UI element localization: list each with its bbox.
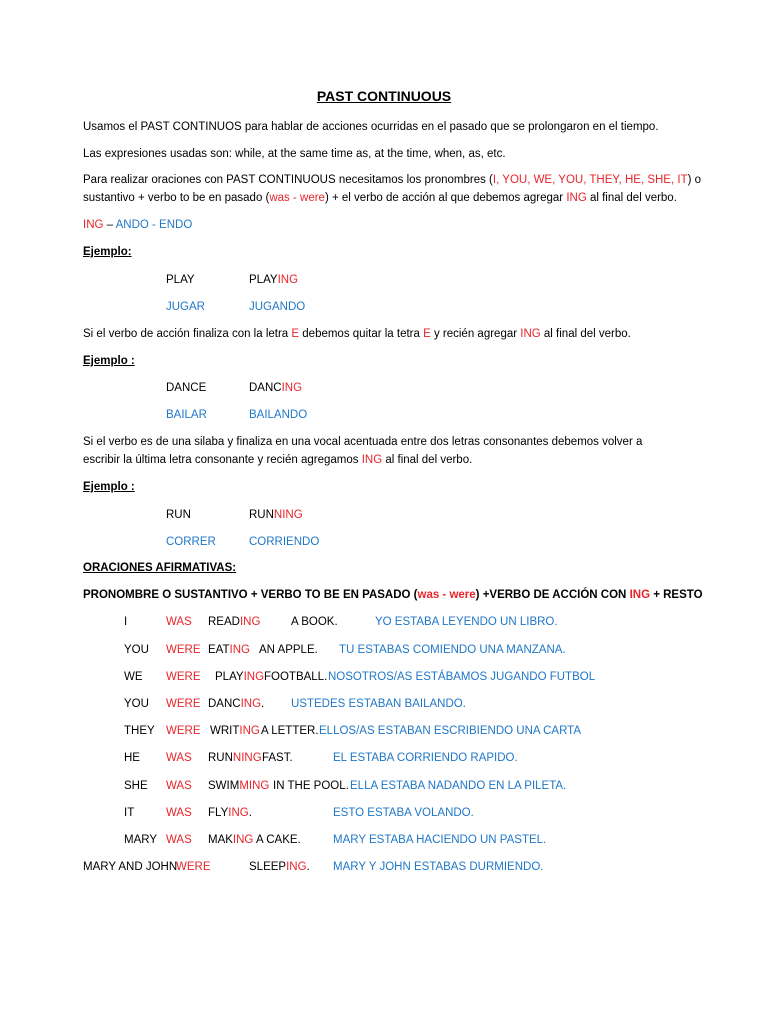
row1-subject: I [124, 616, 128, 628]
paragraph-pronouns-line1: Para realizar oraciones con PAST CONTINUOUS necesitamos los pronombres (I, YOU, WE, YOU, THEY, HE, SHE, IT) o [83, 174, 702, 186]
row3-translation: NOSOTROS/AS ESTÁBAMOS JUGANDO FUTBOL [328, 671, 596, 683]
example2-es-gerund: BAILANDO [249, 409, 308, 421]
row9-subject: MARY [124, 834, 158, 846]
row1-translation: YO ESTABA LEYENDO UN LIBRO. [375, 616, 558, 628]
example3-en-base: RUN [166, 509, 191, 521]
row8-to-be: WAS [166, 807, 192, 819]
rule-e-ending: Si el verbo de acción finaliza con la letra E debemos quitar la tetra E y recién agregar ING al final del verbo. [83, 328, 631, 340]
row3-verb: PLAYING [215, 671, 265, 683]
row5-verb: WRITING [210, 725, 260, 737]
row2-rest: AN APPLE. [259, 644, 318, 656]
row2-subject: YOU [124, 644, 149, 656]
row6-rest: FAST. [262, 752, 293, 764]
row4-verb: DANCING. [208, 698, 265, 710]
row6-verb: RUNNING [208, 752, 262, 764]
row2-verb: EATING [208, 644, 250, 656]
row7-to-be: WAS [166, 780, 192, 792]
example2-es-base: BAILAR [166, 409, 207, 421]
example-heading-3: Ejemplo : [83, 481, 135, 493]
row4-translation: USTEDES ESTABAN BAILANDO. [291, 698, 466, 710]
row5-rest: A LETTER. [261, 725, 319, 737]
row6-to-be: WAS [166, 752, 192, 764]
example1-es-gerund: JUGANDO [249, 301, 306, 313]
example1-en-base: PLAY [166, 274, 195, 286]
example2-en-ing: DANCING [249, 382, 303, 394]
row9-verb: MAKING [208, 834, 254, 846]
row3-to-be: WERE [166, 671, 201, 683]
example3-es-gerund: CORRIENDO [249, 536, 320, 548]
example1-en-ing: PLAYING [249, 274, 299, 286]
row3-subject: WE [124, 671, 143, 683]
row10-verb: SLEEPING. [249, 861, 310, 873]
row6-subject: HE [124, 752, 140, 764]
row4-to-be: WERE [166, 698, 201, 710]
row5-subject: THEY [124, 725, 155, 737]
example1-es-base: JUGAR [166, 301, 205, 313]
row4-subject: YOU [124, 698, 149, 710]
row9-rest: A CAKE. [256, 834, 301, 846]
example-heading-1: Ejemplo: [83, 246, 132, 258]
affirmative-heading: ORACIONES AFIRMATIVAS: [83, 562, 237, 574]
row3-rest: FOOTBALL. [264, 671, 328, 683]
example-heading-2: Ejemplo : [83, 355, 135, 367]
row1-to-be: WAS [166, 616, 192, 628]
row7-translation: ELLA ESTABA NADANDO EN LA PILETA. [350, 780, 567, 792]
example3-es-base: CORRER [166, 536, 216, 548]
row5-translation: ELLOS/AS ESTABAN ESCRIBIENDO UNA CARTA [319, 725, 582, 737]
page-title: PAST CONTINUOUS [316, 88, 452, 104]
rule-double-consonant-line1: Si el verbo es de una silaba y finaliza en una vocal acentuada entre dos letras consonantes debemos volver a [83, 436, 643, 448]
paragraph-intro: Usamos el PAST CONTINUOS para hablar de acciones ocurridas en el pasado que se prolongaron en el tiempo. [83, 121, 659, 133]
row10-translation: MARY Y JOHN ESTABAS DURMIENDO. [333, 861, 544, 873]
row8-subject: IT [124, 807, 135, 819]
example3-en-ing: RUNNING [249, 509, 303, 521]
row9-translation: MARY ESTABA HACIENDO UN PASTEL. [333, 834, 547, 846]
row9-to-be: WAS [166, 834, 192, 846]
example2-en-base: DANCE [166, 382, 207, 394]
row7-subject: SHE [124, 780, 148, 792]
row8-verb: FLYING. [208, 807, 252, 819]
row10-to-be: WERE [176, 861, 211, 873]
formula-line: PRONOMBRE O SUSTANTIVO + VERBO TO BE EN PASADO (was - were) +VERBO DE ACCIÓN CON ING + RESTO [83, 589, 703, 601]
row8-translation: ESTO ESTABA VOLANDO. [333, 807, 474, 819]
row1-rest: A BOOK. [291, 616, 338, 628]
row6-translation: EL ESTABA CORRIENDO RAPIDO. [333, 752, 518, 764]
row1-verb: READING [208, 616, 261, 628]
row7-rest: IN THE POOL. [273, 780, 349, 792]
row2-translation: TU ESTABAS COMIENDO UNA MANZANA. [339, 644, 566, 656]
row7-verb: SWIMMING [208, 780, 270, 792]
ing-ando-endo: ING – ANDO - ENDO [83, 219, 193, 231]
paragraph-pronouns-line2: sustantivo + verbo to be en pasado (was - were) + el verbo de acción al que debemos agregar ING al final del verbo. [83, 192, 677, 204]
row10-subject: MARY AND JOHN [83, 861, 178, 873]
row5-to-be: WERE [166, 725, 201, 737]
rule-double-consonant-line2: escribir la última letra consonante y recién agregamos ING al final del verbo. [83, 454, 473, 466]
row2-to-be: WERE [166, 644, 201, 656]
paragraph-expressions: Las expresiones usadas son: while, at the same time as, at the time, when, as, etc. [83, 148, 506, 160]
